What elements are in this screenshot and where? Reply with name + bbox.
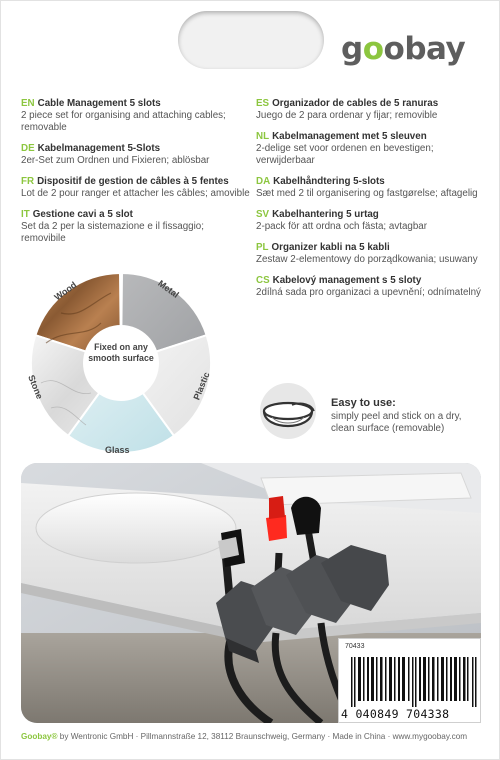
language-entry-en: EN Cable Management 5 slots 2 piece set for organising and attaching cables; removable: [21, 98, 226, 133]
barcode-label: [338, 638, 481, 723]
language-entry-pl: PL Organizer kabli na 5 kabli Zestaw 2-elementowy do porządkowania; usuwany: [256, 242, 478, 265]
goobay-logo: g o obay: [341, 31, 466, 67]
hang-hole: [178, 11, 324, 69]
label-metal: Metal: [156, 278, 181, 300]
language-column-left: [21, 98, 251, 254]
footer-legal: [21, 732, 491, 741]
label-glass: Glass: [105, 445, 130, 455]
footer-text: by Wentronic GmbH · Pillmannstraße 12, 38112 Braunschweig, Germany · Made in China · www.mygoobay.com: [57, 732, 468, 741]
easy-to-use-title: Easy to use:: [331, 397, 396, 409]
language-entry-da: DA Kabelhåndtering 5-slots Sæt med 2 til organisering og fastgørelse; aftagelig: [256, 176, 478, 199]
footer-registered-mark: ®: [51, 732, 58, 741]
footer-brand: Goobay: [21, 732, 52, 741]
language-entry-es: ES Organizador de cables de 5 ranuras Juego de 2 para ordenar y fijar; removible: [256, 98, 439, 121]
barcode-bars: [351, 657, 477, 707]
language-entry-nl: NL Kabelmanagement met 5 sleuven 2-delige set voor ordenen en bevestigen; verwijderbaar: [256, 131, 434, 166]
language-column-right: [256, 98, 486, 308]
article-number: 70433: [345, 643, 365, 650]
peel-and-stick-icon: [258, 381, 318, 441]
language-entry-fr: FR Dispositif de gestion de câbles à 5 fentes Lot de 2 pour ranger et attacher les câbles; amovible: [21, 176, 250, 199]
label-wood: Wood: [52, 279, 79, 303]
language-entry-it: IT Gestione cavi a 5 slot Set da 2 per la sistemazione e il fissaggio; removibile: [21, 209, 204, 244]
label-plastic: Plastic: [191, 370, 212, 402]
easy-to-use-text: simply peel and stick on a dry, clean surface (removable): [331, 411, 462, 434]
surface-center-text: Fixed on any smooth surface: [88, 342, 154, 363]
language-entry-cs: CS Kabelový management s 5 sloty 2dílná sada pro organizaci a upevnění; odnímatelný: [256, 275, 481, 298]
barcode-number: 4 040849 704338: [341, 707, 450, 721]
label-stone: Stone: [26, 373, 45, 401]
language-entry-sv: SV Kabelhantering 5 urtag 2-pack för att ordna och fästa; avtagbar: [256, 209, 428, 232]
language-entry-de: DE Kabelmanagement 5-Slots 2er-Set zum Ordnen und Fixieren; ablösbar: [21, 143, 210, 166]
